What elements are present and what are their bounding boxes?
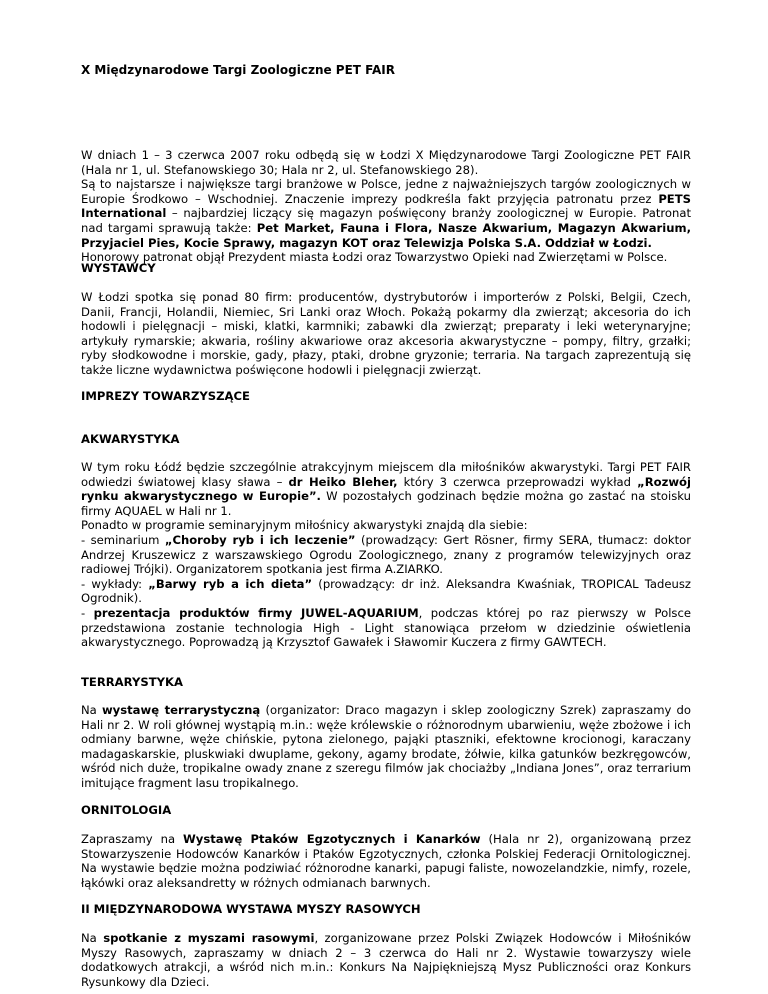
myszy-section bbox=[81, 902, 691, 917]
document-title: X Międzynarodowe Targi Zoologiczne PET FAIR bbox=[81, 63, 395, 77]
terrarystyka-body bbox=[81, 703, 691, 791]
intro-paragraph-dates: W dniach 1 – 3 czerwca 2007 roku odbędą się w Łodzi X Międzynarodowe Targi Zoologiczne PET FAIR (Hala nr 1, ul. Stefanowskiego 30; Hala nr 2, ul. Stefanowskiego 28). bbox=[81, 148, 691, 177]
imprezy-section bbox=[81, 389, 691, 404]
intro-section bbox=[81, 148, 691, 265]
akwarystyka-item-lecture: - wykłady: „Barwy ryb a ich dieta” (prowadzący: dr inż. Aleksandra Kwaśniak, TROPICAL Tadeusz Ogrodnik). bbox=[81, 576, 692, 606]
wystawcy-body bbox=[81, 290, 691, 378]
akwarystyka-paragraph-bleher: W tym roku Łódź będzie szczególnie atrakcyjnym miejscem dla miłośników akwarystyki. Targi PET FAIR odwiedzi światowej klasy sława – dr Heiko Bleher, który 3 czerwca przeprowadzi wykład „Rozwój rynku akwarystycznego w Europie”. W pozostałych godzinach będzie można go zastać na stoisku firmy AQUAEL w Hali nr 1. bbox=[81, 460, 691, 518]
myszy-body bbox=[81, 931, 691, 989]
ornitologia-paragraph: Zapraszamy na Wystawę Ptaków Egzotycznych i Kanarków (Hala nr 2), organizowaną przez Stowarzyszenie Hodowców Kanarków i Ptaków Egzotycznych, członka Polskiej Federacji Ornitologicznej. Na wystawie będzie można podziwiać różnorodne kanarki, papugi faliste, nowozelandzkie, nimfy, rozele, łąkówki oraz aleksandretty w różnych odmianach barwnych. bbox=[81, 832, 691, 890]
section-heading-myszy: II MIĘDZYNARODOWA WYSTAWA MYSZY RASOWYCH bbox=[81, 902, 421, 916]
akwarystyka-body bbox=[81, 460, 691, 650]
ornitologia-section bbox=[81, 803, 691, 818]
terrarystyka-section bbox=[81, 675, 691, 690]
akwarystyka-paragraph-program: Ponadto w programie seminaryjnym miłośnicy akwarystyki znajdą dla siebie: bbox=[81, 518, 528, 533]
section-heading-wystawcy: WYSTAWCY bbox=[81, 261, 156, 275]
section-heading-ornitologia: ORNITOLOGIA bbox=[81, 803, 172, 817]
akwarystyka-section bbox=[81, 432, 691, 447]
intro-paragraph-patronage: Są to najstarsze i największe targi branżowe w Polsce, jedne z najważniejszych targów zoologicznych w Europie Środkowo – Wschodniej. Znaczenie imprezy podkreśla fakt przyjęcia patronatu przez PETS International – najbardziej liczący się magazyn poświęcony branży zoologicznej w Europie. Patronat nad targami sprawują także: Pet Market, Fauna i Flora, Nasze Akwarium, Magazyn Akwarium, Przyjaciel Pies, Kocie Sprawy, magazyn KOT oraz Telewizja Polska S.A. Oddział w Łodzi. bbox=[81, 177, 691, 250]
intro-paragraph-honorary: Honorowy patronat objął Prezydent miasta Łodzi oraz Towarzystwo Opieki nad Zwierzętami w Polsce. bbox=[81, 250, 668, 265]
wystawcy-paragraph: W Łodzi spotka się ponad 80 firm: producentów, dystrybutorów i importerów z Polski, Belgii, Czech, Danii, Francji, Holandii, Niemiec, Sri Lanki oraz Włoch. Pokażą pokarmy dla zwierząt; akcesoria do ich hodowli i pielęgnacji – miski, klatki, karmniki; zabawki dla zwierząt; preparaty i leki weterynaryjne; artykuły rymarskie; akwaria, rośliny akwariowe oraz akcesoria akwarystyczne – pompy, filtry, grzałki; ryby słodkowodne i morskie, gady, płazy, ptaki, drobne gryzonie; terraria. Na targach zaprezentują się także liczne wydawnictwa poświęcone hodowli i pielęgnacji zwierząt. bbox=[81, 290, 691, 377]
wystawcy-section bbox=[81, 261, 691, 276]
section-heading-akwarystyka: AKWARYSTYKA bbox=[81, 432, 180, 446]
myszy-paragraph: Na spotkanie z myszami rasowymi, zorganizowane przez Polski Związek Hodowców i Miłośników Myszy Rasowych, zapraszamy w dniach 2 – 3 czerwca do Hali nr 2. Wystawie towarzyszy wiele dodatkowych atrakcji, a wśród nich m.in.: Konkurs Na Najpiękniejszą Mysz Publiczności oraz Konkurs Rysunkowy dla Dzieci. bbox=[81, 931, 691, 989]
section-heading-terrarystyka: TERRARYSTYKA bbox=[81, 675, 183, 689]
section-heading-imprezy: IMPREZY TOWARZYSZĄCE bbox=[81, 389, 250, 403]
ornitologia-body bbox=[81, 832, 691, 890]
terrarystyka-paragraph: Na wystawę terrarystyczną (organizator: Draco magazyn i sklep zoologiczny Szrek) zapraszamy do Hali nr 2. W roli głównej wystąpią m.in.: węże królewskie o różnorodnym ubarwieniu, węże zbożowe i ich odmiany barwne, węże chińskie, pytona zielonego, pająki ptaszniki, efektowne krocionogi, karaczany madagaskarskie, pluskwiaki dwuplame, gekony, agamy brodate, żółwie, kilka gatunków bezkręgowców, wśród nich duże, tropikalne owady znane z szeregu filmów jak chociażby „Indiana Jones”, oraz terrarium imitujące fragment lasu tropikalnego. bbox=[81, 703, 691, 790]
akwarystyka-item-seminar: - seminarium „Choroby ryb i ich leczenie” (prowadzący: Gert Rösner, firmy SERA, tłumacz: doktor Andrzej Kruszewicz z warszawskiego Ogrodu Zoologicznego, znany z programów telewizyjnych oraz radiowej Trójki). Organizatorem spotkania jest firma A.ZIARKO. bbox=[81, 532, 691, 577]
akwarystyka-item-juwel: - prezentacja produktów firmy JUWEL-AQUARIUM, podczas której po raz pierwszy w Polsce przedstawiona zostanie technologia High - Light stanowiąca przełom w dziedzinie oświetlenia akwarystycznego. Poprowadzą ją Krzysztof Gawałek i Sławomir Kuczera z firmy GAWTECH. bbox=[81, 605, 691, 650]
